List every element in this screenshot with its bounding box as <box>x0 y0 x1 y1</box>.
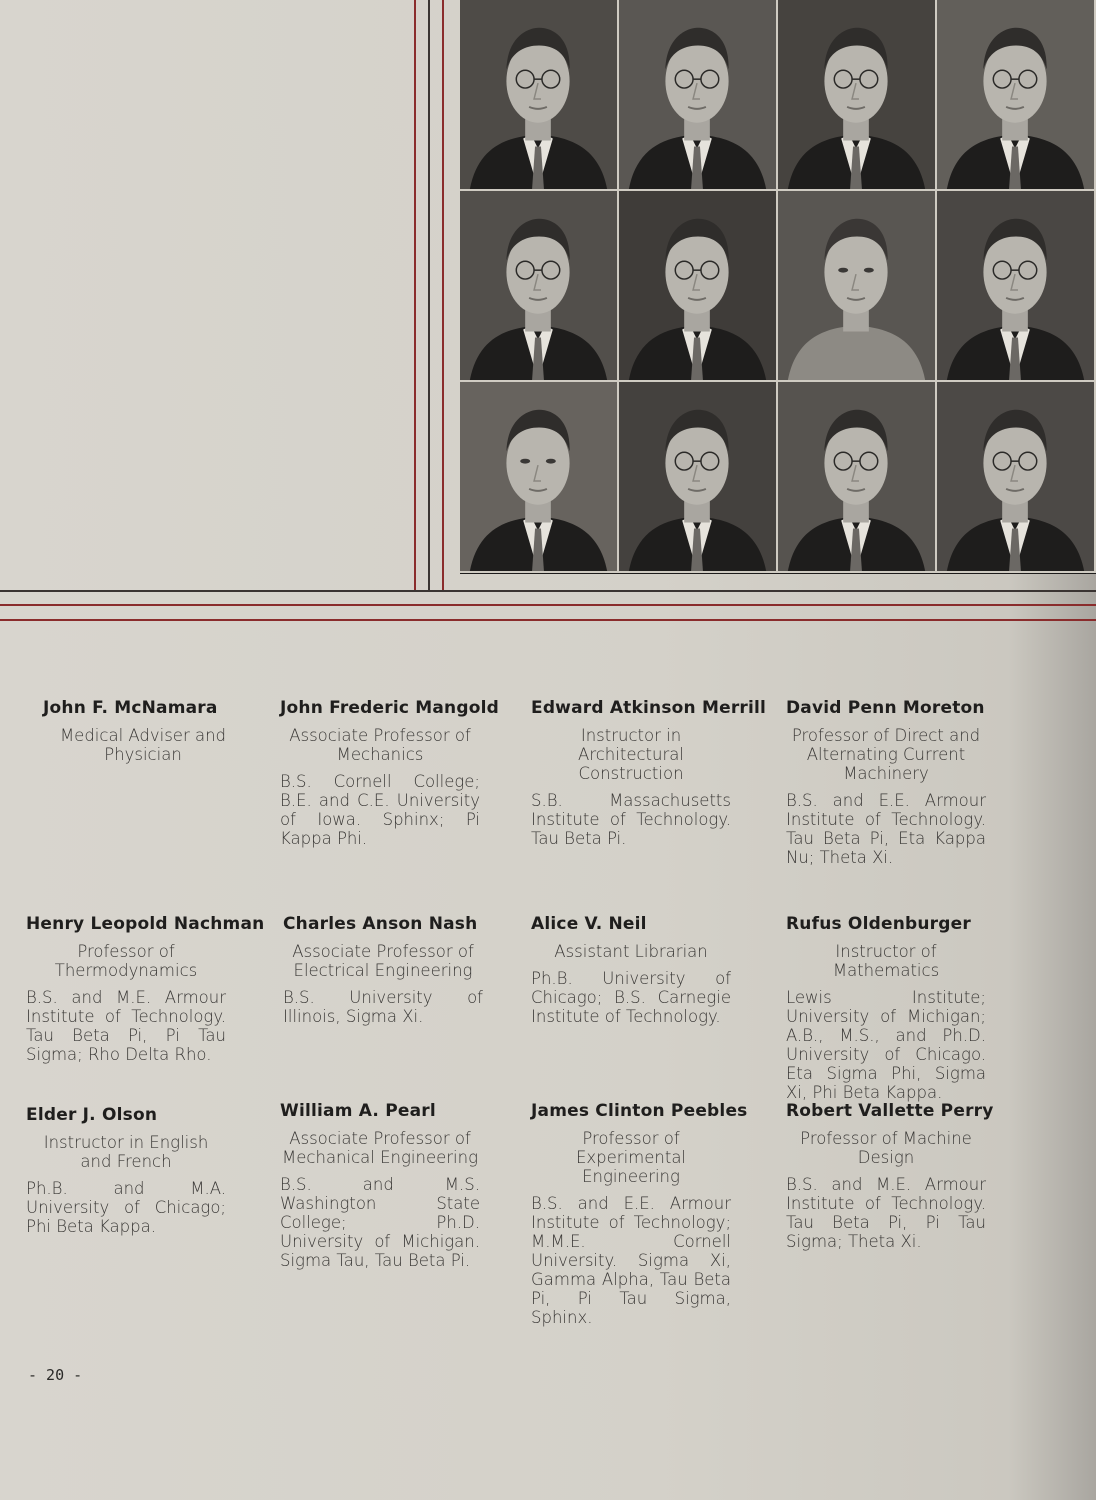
faculty-entry <box>26 914 265 1064</box>
portrait-photo <box>619 382 778 573</box>
portrait-photo <box>937 191 1096 382</box>
faculty-name: Edward Atkinson Merrill <box>531 698 767 718</box>
faculty-entry <box>531 1101 748 1327</box>
faculty-name: John Frederic Mangold <box>280 698 500 718</box>
faculty-entry <box>26 1105 226 1236</box>
faculty-bio: B.S. and M.E. Armour Institute of Technology. Tau Beta Pi, Pi Tau Sigma; Rho Delta Rho. <box>26 988 226 1064</box>
faculty-bio: Ph.B. and M.A. University of Chicago; Phi Beta Kappa. <box>26 1179 226 1236</box>
faculty-entry <box>283 914 483 1026</box>
faculty-entry <box>531 698 767 848</box>
portrait-photo <box>778 0 937 191</box>
page-number: - 20 - <box>28 1366 83 1384</box>
vertical-rule-right <box>442 0 444 592</box>
faculty-bio: S.B. Massachusetts Institute of Technology. Tau Beta Pi. <box>531 791 731 848</box>
faculty-title: Professor of Machine Design <box>800 1129 972 1167</box>
faculty-bio: B.S. and E.E. Armour Institute of Technology. Tau Beta Pi, Eta Kappa Nu; Theta Xi. <box>786 791 986 867</box>
faculty-title: Instructor in English and French <box>43 1133 209 1171</box>
faculty-bio: B.S. and M.S. Washington State College; Ph.D. University of Michigan. Sigma Tau, Tau Beta Pi. <box>280 1175 480 1270</box>
vertical-rule-mid <box>428 0 430 592</box>
faculty-entry <box>786 698 986 867</box>
faculty-title: Professor of Experimental Engineering <box>575 1129 687 1186</box>
portrait-photo <box>778 191 937 382</box>
portrait-photo <box>937 0 1096 191</box>
portrait-photo <box>937 382 1096 573</box>
faculty-name: David Penn Moreton <box>786 698 985 718</box>
faculty-entry <box>531 914 731 1026</box>
faculty-entry <box>280 698 500 848</box>
faculty-title: Professor of Thermodynamics <box>54 942 198 980</box>
portrait-photo <box>460 382 619 573</box>
faculty-bio: B.S. Cornell College; B.E. and C.E. University of Iowa. Sphinx; Pi Kappa Phi. <box>280 772 480 848</box>
faculty-entry <box>786 1101 994 1251</box>
faculty-title: Instructor of Mathematics <box>832 942 940 980</box>
faculty-title: Associate Professor of Mechanics <box>289 726 471 764</box>
faculty-bio: B.S. and E.E. Armour Institute of Technology; M.M.E. Cornell University. Sigma Xi, Gamma Alpha, Tau Beta Pi, Pi Tau Sigma, Sphinx. <box>531 1194 731 1327</box>
portrait-photo <box>778 382 937 573</box>
faculty-title: Instructor in Architectural Construction <box>578 726 684 783</box>
horizontal-rule-bottom <box>0 619 1096 621</box>
faculty-bio: B.S. and M.E. Armour Institute of Technology. Tau Beta Pi, Pi Tau Sigma; Theta Xi. <box>786 1175 986 1251</box>
faculty-title: Medical Adviser and Physician <box>59 726 227 764</box>
portrait-photo <box>619 191 778 382</box>
faculty-name: William A. Pearl <box>280 1101 436 1121</box>
portrait-photo <box>619 0 778 191</box>
faculty-bio: B.S. University of Illinois, Sigma Xi. <box>283 988 483 1026</box>
faculty-name: Elder J. Olson <box>26 1105 158 1125</box>
portrait-grid <box>460 0 1096 574</box>
faculty-entry <box>786 914 986 1102</box>
faculty-name: Charles Anson Nash <box>283 914 478 934</box>
horizontal-rule-top <box>0 590 1096 592</box>
faculty-name: James Clinton Peebles <box>531 1101 748 1121</box>
faculty-title: Associate Professor of Electrical Engineering <box>292 942 474 980</box>
faculty-entry <box>43 698 243 764</box>
faculty-name: Alice V. Neil <box>531 914 647 934</box>
vertical-rule-left <box>414 0 416 592</box>
faculty-title: Professor of Direct and Alternating Current Machinery <box>791 726 981 783</box>
faculty-name: Rufus Oldenburger <box>786 914 971 934</box>
faculty-bio: Lewis Institute; University of Michigan; A.B., M.S., and Ph.D. University of Chicago. Eta Sigma Phi, Sigma Xi, Phi Beta Kappa. <box>786 988 986 1102</box>
faculty-name: John F. McNamara <box>43 698 218 718</box>
faculty-title: Assistant Librarian <box>554 942 708 961</box>
faculty-bio: Ph.B. University of Chicago; B.S. Carnegie Institute of Technology. <box>531 969 731 1026</box>
faculty-name: Henry Leopold Nachman <box>26 914 265 934</box>
faculty-name: Robert Vallette Perry <box>786 1101 994 1121</box>
portrait-photo <box>460 0 619 191</box>
portrait-photo <box>460 191 619 382</box>
faculty-entry <box>280 1101 480 1270</box>
faculty-title: Associate Professor of Mechanical Engineering <box>282 1129 478 1167</box>
horizontal-rule-mid <box>0 604 1096 606</box>
